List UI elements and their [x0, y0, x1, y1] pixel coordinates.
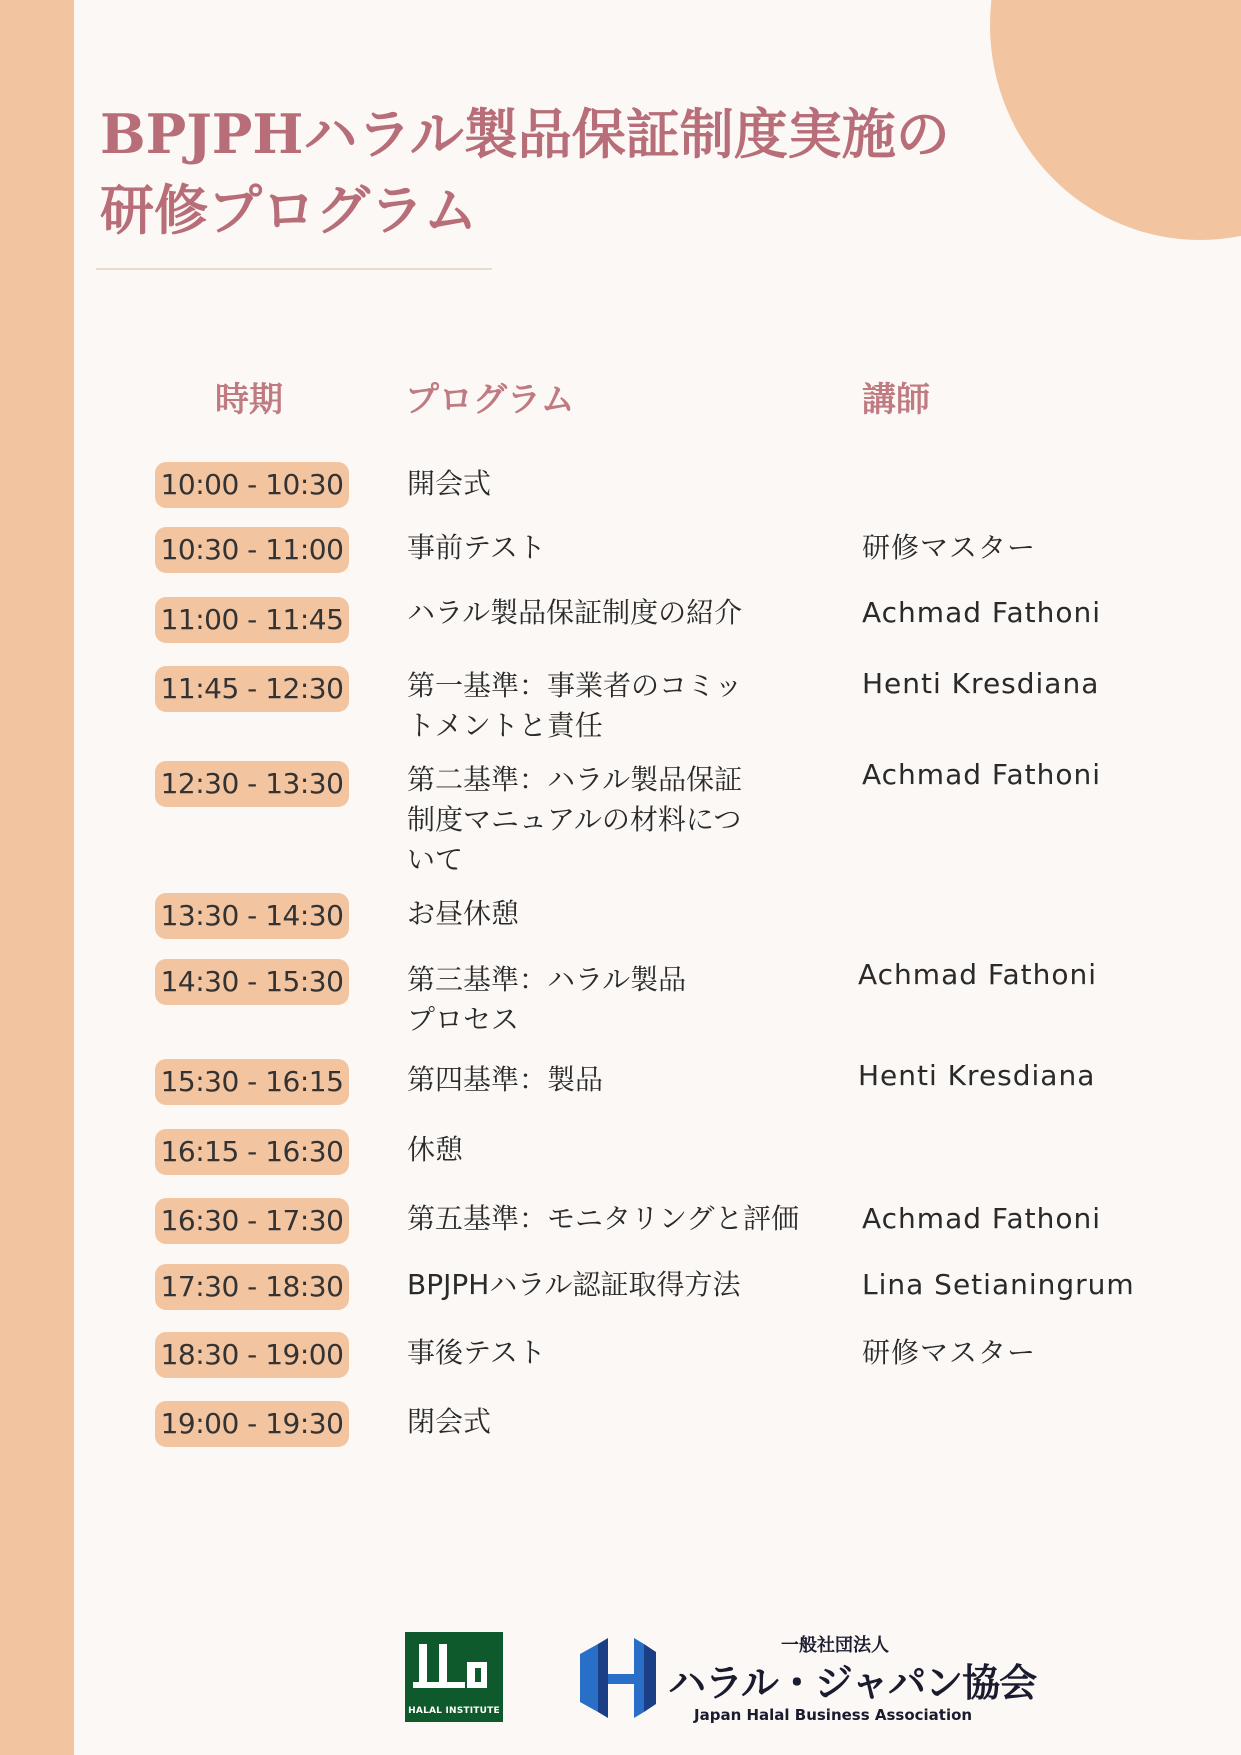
time-badge: 10:00 - 10:30	[155, 462, 349, 508]
page-title-line-2: 研修プログラム	[100, 178, 478, 242]
program-text: お昼休憩	[407, 897, 520, 930]
program-text: 休憩	[407, 1133, 464, 1166]
time-badge: 12:30 - 13:30	[155, 761, 349, 807]
column-header-time: 時期	[215, 380, 283, 420]
program-text: 第二基準：ハラル製品保証制度マニュアルの材料について	[407, 763, 743, 876]
time-badge: 16:15 - 16:30	[155, 1129, 349, 1175]
lecturer-name: Achmad Fathoni	[862, 1202, 1101, 1235]
column-header-program: プログラム	[405, 380, 575, 420]
title-divider	[96, 268, 492, 270]
time-badge: 19:00 - 19:30	[155, 1401, 349, 1447]
association-name-en: Japan Halal Business Association	[694, 1706, 973, 1724]
lecturer-name: 研修マスター	[862, 1336, 1037, 1369]
time-badge: 16:30 - 17:30	[155, 1198, 349, 1244]
program-text: 閉会式	[407, 1405, 492, 1438]
program-text: 第一基準：事業者のコミットメントと責任	[407, 669, 743, 742]
lecturer-name: Henti Kresdiana	[862, 667, 1100, 700]
page-title	[100, 96, 1060, 248]
time-badge: 11:00 - 11:45	[155, 597, 349, 643]
program-text: BPJPHハラル認証取得方法	[407, 1268, 741, 1301]
lecturer-name: Achmad Fathoni	[862, 596, 1101, 629]
left-decorative-stripe	[0, 0, 74, 1755]
page-title-line-1: BPJPHハラル製品保証制度実施の	[100, 102, 950, 166]
time-badge: 18:30 - 19:00	[155, 1332, 349, 1378]
time-badge: 11:45 - 12:30	[155, 666, 349, 712]
lecturer-name: Achmad Fathoni	[858, 958, 1097, 991]
association-name-jp: ハラル・ジャパン協会	[668, 1661, 1037, 1705]
organization-type-label: 一般社団法人	[781, 1635, 889, 1656]
program-text: ハラル製品保証制度の紹介	[407, 596, 743, 629]
lecturer-name: Henti Kresdiana	[858, 1059, 1096, 1092]
program-text: 第三基準：ハラル製品プロセス	[407, 963, 687, 1036]
program-text: 事前テスト	[407, 531, 546, 564]
halal-institute-emblem-icon	[405, 1632, 503, 1704]
time-badge: 14:30 - 15:30	[155, 959, 349, 1005]
program-text: 第四基準：製品	[407, 1063, 604, 1096]
time-badge: 13:30 - 14:30	[155, 893, 349, 939]
h-mark-icon	[576, 1630, 660, 1726]
lecturer-name: Achmad Fathoni	[862, 758, 1101, 791]
japan-halal-association-logo	[576, 1628, 1036, 1728]
halal-institute-caption: HALAL INSTITUTE	[408, 1706, 500, 1716]
program-text: 開会式	[407, 467, 492, 500]
lecturer-name: Lina Setianingrum	[862, 1268, 1135, 1301]
program-text: 第五基準：モニタリングと評価	[407, 1202, 800, 1235]
time-badge: 15:30 - 16:15	[155, 1059, 349, 1105]
lecturer-name: 研修マスター	[862, 531, 1037, 564]
time-badge: 10:30 - 11:00	[155, 527, 349, 573]
program-text: 事後テスト	[407, 1336, 546, 1369]
halal-institute-logo	[405, 1632, 503, 1722]
column-header-lecturer: 講師	[862, 380, 930, 420]
time-badge: 17:30 - 18:30	[155, 1264, 349, 1310]
